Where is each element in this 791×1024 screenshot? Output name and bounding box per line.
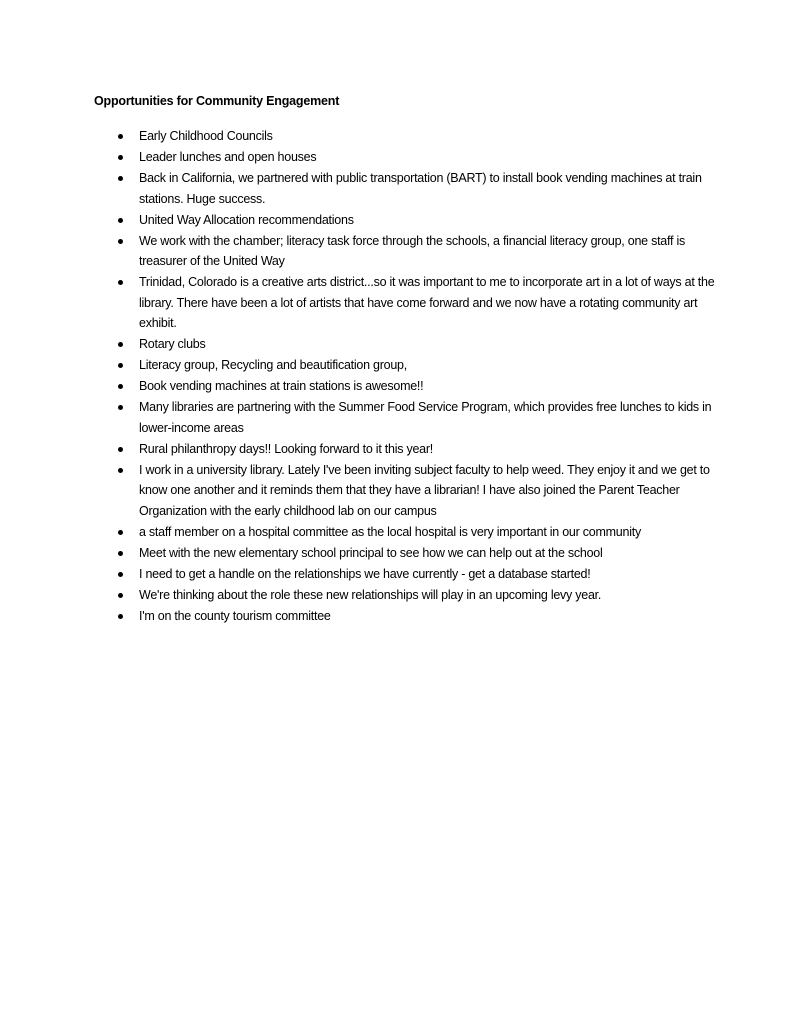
list-item [118, 272, 718, 334]
bullet-icon [118, 447, 123, 452]
list-item [118, 543, 718, 564]
list-item [118, 606, 718, 627]
list-item [118, 585, 718, 606]
list-item-text: I work in a university library. Lately I've been inviting subject faculty to help weed. They enjoy it and we get to know one another and it reminds them that they have a librarian! I have also joined the Parent Teacher Organization with the early childhood lab on our campus [139, 462, 710, 518]
bullet-icon [118, 593, 123, 598]
list-item [118, 564, 718, 585]
list-item [118, 210, 718, 231]
list-item [118, 126, 718, 147]
document-heading: Opportunities for Community Engagement [94, 94, 340, 108]
list-item [118, 397, 718, 438]
bullet-icon [118, 551, 123, 556]
bullet-icon [118, 614, 123, 619]
bullet-icon [118, 176, 123, 181]
list-item-text: Back in California, we partnered with public transportation (BART) to install book vending machines at train stations. Huge success. [139, 171, 702, 206]
list-item-text: Early Childhood Councils [139, 129, 273, 143]
list-item-text: I'm on the county tourism committee [139, 608, 331, 623]
list-item-text: Literacy group, Recycling and beautification group, [139, 358, 407, 372]
bullet-icon [118, 218, 123, 223]
list-item-text: We're thinking about the role these new relationships will play in an upcoming levy year. [139, 587, 602, 602]
bullet-icon [118, 572, 123, 577]
list-item-text: Many libraries are partnering with the Summer Food Service Program, which provides free lunches to kids in lower-income areas [139, 400, 712, 435]
list-item-text: Leader lunches and open houses [139, 150, 317, 164]
bullet-icon [118, 405, 123, 410]
bullet-icon [118, 384, 123, 389]
bullet-icon [118, 363, 123, 368]
list-item-text: Trinidad, Colorado is a creative arts district...so it was important to me to incorporate art in a lot of ways at the library. There have been a lot of artists that have come forward and we now have a rotating community art exhibit. [139, 275, 715, 330]
list-item [118, 355, 718, 376]
list-item-text: Rotary clubs [139, 337, 206, 351]
bullet-icon [118, 530, 123, 535]
bullet-icon [118, 239, 123, 244]
engagement-list [118, 126, 718, 627]
bullet-icon [118, 468, 123, 473]
list-item [118, 168, 718, 209]
bullet-icon [118, 280, 123, 285]
list-item [118, 460, 718, 522]
list-item-text: I need to get a handle on the relationships we have currently - get a database started! [139, 566, 591, 581]
list-item-text: Rural philanthropy days!! Looking forward to it this year! [139, 441, 433, 456]
list-item [118, 334, 718, 355]
list-item-text: Meet with the new elementary school principal to see how we can help out at the school [139, 545, 603, 560]
list-item-text: We work with the chamber; literacy task force through the schools, a financial literacy group, one staff is treasurer of the United Way [139, 233, 685, 268]
bullet-icon [118, 134, 123, 139]
list-item-text: a staff member on a hospital committee as the local hospital is very important in our community [139, 524, 641, 539]
list-item-text: United Way Allocation recommendations [139, 212, 354, 227]
bullet-icon [118, 155, 123, 160]
list-item [118, 439, 718, 460]
list-item-text: Book vending machines at train stations is awesome!! [139, 379, 424, 393]
list-item [118, 231, 718, 272]
list-item [118, 376, 718, 397]
bullet-icon [118, 342, 123, 347]
list-item [118, 147, 718, 168]
list-item [118, 522, 718, 543]
